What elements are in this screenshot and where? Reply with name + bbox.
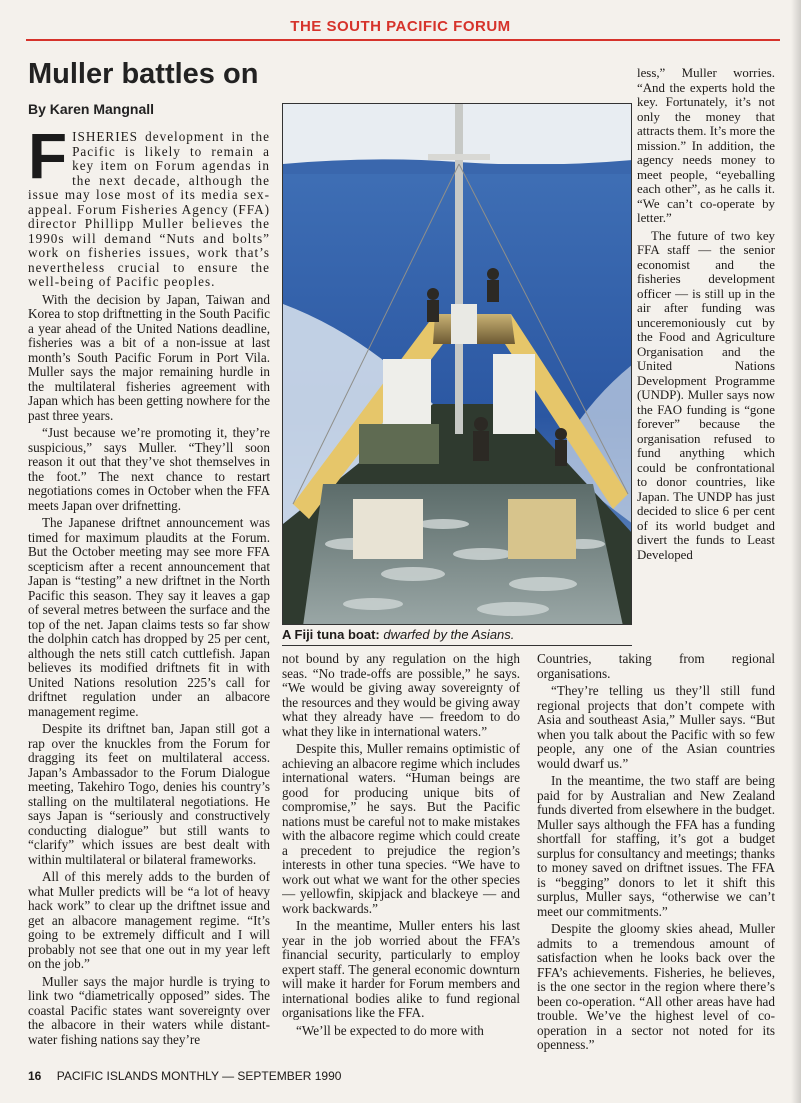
paragraph: “Just because we’re promoting it, they’re suspicious,” says Muller. “They’ll soon reason it out that they’ve shot themselves in the foot.” The next chance to restart negotiations comes in October when the FFA meets Japan over drifnetting. [28, 425, 270, 513]
publication-line: PACIFIC ISLANDS MONTHLY — SEPTEMBER 1990 [56, 1069, 342, 1083]
paragraph: less,” Muller worries. “And the experts hold the key. Fortunately, it’s not only the money that attracts them. It’s more the mission.” In addition, the agency needs money to meet people, “eyeballing each other”, as he calls it. “We can’t co-operate by letter.” [637, 66, 775, 225]
tuna-boat-photo [282, 103, 632, 625]
caption-text: dwarfed by the Asians. [383, 627, 515, 642]
paragraph: “They’re telling us they’ll still fund regional projects that don’t compete with Asia and southeast Asia,” Muller says. “But when you talk about the Pacific with so few people, any one of the Asian countries would dwarf us.” [537, 683, 775, 771]
page-number: 16 [28, 1069, 42, 1083]
paragraph: Countries, taking from regional organisations. [537, 652, 775, 681]
paragraph: With the decision by Japan, Taiwan and Korea to stop driftnetting in the South Pacific a year ahead of the United Nations deadline, fisheries was a bit of a non-issue at last month’s South Pacific Forum in Port Vila. Muller says the major remaining hurdle in the multilateral fisheries agreement with Japan which has been getting nowhere for the past three years. [28, 291, 270, 423]
article-column-right-upper [637, 66, 775, 652]
photo-caption [282, 627, 632, 646]
paragraph: In the meantime, Muller enters his last year in the job worried about the FFA’s financial security, particularly to employ expert staff. The general economic downturn will make it harder for Forum members and international bodies alike to fund regional organisations like the FFA. [282, 918, 520, 1020]
header-rule [26, 39, 780, 41]
article-column-1 [28, 130, 270, 1066]
section-title: THE SOUTH PACIFIC FORUM [290, 18, 511, 35]
page-edge-shadow [791, 0, 801, 1103]
article-column-3 [537, 652, 775, 1066]
paragraph: The Japanese driftnet announcement was timed for maximum plaudits at the Forum. But the October meeting may see more FFA scepticism after a recent announcement that Japan is “testing” a new driftnet in the North Pacific this season. They say it leaves a gap of several metres between the surface and the top of the net. Japan claims tests so far show the dolphin catch has dropped by 25 per cent, although the nets still catch cuttlefish. Japan believes its modified driftnets fit in with United Nations resolution 225’s call for driftnet regulation under an albacore management regime. [28, 515, 270, 719]
paragraph: not bound by any regulation on the high seas. “No trade-offs are possible,” he says. “We would be giving away sovereignty of the resources and they would be giving away what they already have — freedom to do what they like in international waters.” [282, 652, 520, 739]
article-column-2 [282, 652, 520, 1066]
byline: By Karen Mangnall [28, 101, 155, 117]
paragraph: The future of two key FFA staff — the senior economist and the fisheries development officer — is still up in the air after funding was unceremoniously cut by the Food and Agriculture Organisation and the United Nations Development Programme (UNDP). Muller says now the FAO funding is “gone forever” because the organisation refused to fund anything which could be confrontational to donor countries, like Japan. The UNDP has just decided to slice 6 per cent of its world budget and divert the funds to Least Developed [637, 228, 775, 562]
paragraph: In the meantime, the two staff are being paid for by Australian and New Zealand funds diverted from elsewhere in the budget. Muller says although the FFA has a funding shortfall for staffing, it’s got a budget surplus for consultancy and meetings; thanks to money saved on driftnet issues. The FFA is “begging” donors to let it shift this surplus, Muller says, “otherwise we can’t meet our commitments.” [537, 773, 775, 919]
paragraph: Despite its driftnet ban, Japan still got a rap over the knuckles from the Forum for dragging its feet on multilateral access. Japan’s Ambassador to the Forum Dialogue meeting, Takehiro Togo, denies his country’s stalling on the multilateral negotiations. He says Japan is “seriously and constructively conducting dialogue” but still wants to “clarify” which issues are best dealt with within multilateral or bilateral frameworks. [28, 721, 270, 867]
paragraph: Despite the gloomy skies ahead, Muller admits to a tremendous amount of satisfaction when he looks back over the FFA’s achievements. Fisheries, he believes, is the one sector in the region where there’s been co-operation. “All other areas have had trouble. We’ve the highest level of co-operation in a sector not noted for its openness.” [537, 921, 775, 1052]
drop-cap: F [28, 130, 68, 192]
paragraph: All of this merely adds to the burden of what Muller predicts will be “a lot of heavy hack work” to clear up the driftnet issue and get an albacore management regime. “It’s going to be extremely difficult and I will probably not see that one out in my year left on the job.” [28, 869, 270, 971]
lead-text: ISHERIES development in the Pacific is likely to remain a key item on Forum agendas in the next decade, although the issue may lose most of its media sex-appeal. Forum Fisheries Agency (FFA) director Phillipp Muller believes the 1990s will demand “Nuts and bolts” work on fisheries issues, work that’s nevertheless crucial to ensure the well-being of Pacific peoples. [28, 130, 270, 289]
paragraph: Muller says the major hurdle is trying to link two “diametrically opposed” sides. The coastal Pacific states want sovereignty over the albacore in their waters while distant-water fishing nations say they’re [28, 973, 270, 1047]
paragraph: “We’ll be expected to do more with [296, 1022, 484, 1038]
headline: Muller battles on [28, 58, 259, 90]
boat-illustration [283, 104, 632, 625]
caption-label: A Fiji tuna boat: [282, 627, 380, 642]
page-footer [28, 1069, 341, 1083]
paragraph: Despite this, Muller remains optimistic of achieving an albacore regime which includes international waters. “Human beings are good for producing unique bits of compromise,” he says. But the Pacific nations must be careful not to make mistakes with the albacore regime which could create a precedent to prejudice the region’s interests in other tuna species. “We have to work out what we want for the other species — yellowfin, skipjack and blackeye — and work backwards.” [282, 741, 520, 916]
lead-paragraph [28, 130, 270, 290]
